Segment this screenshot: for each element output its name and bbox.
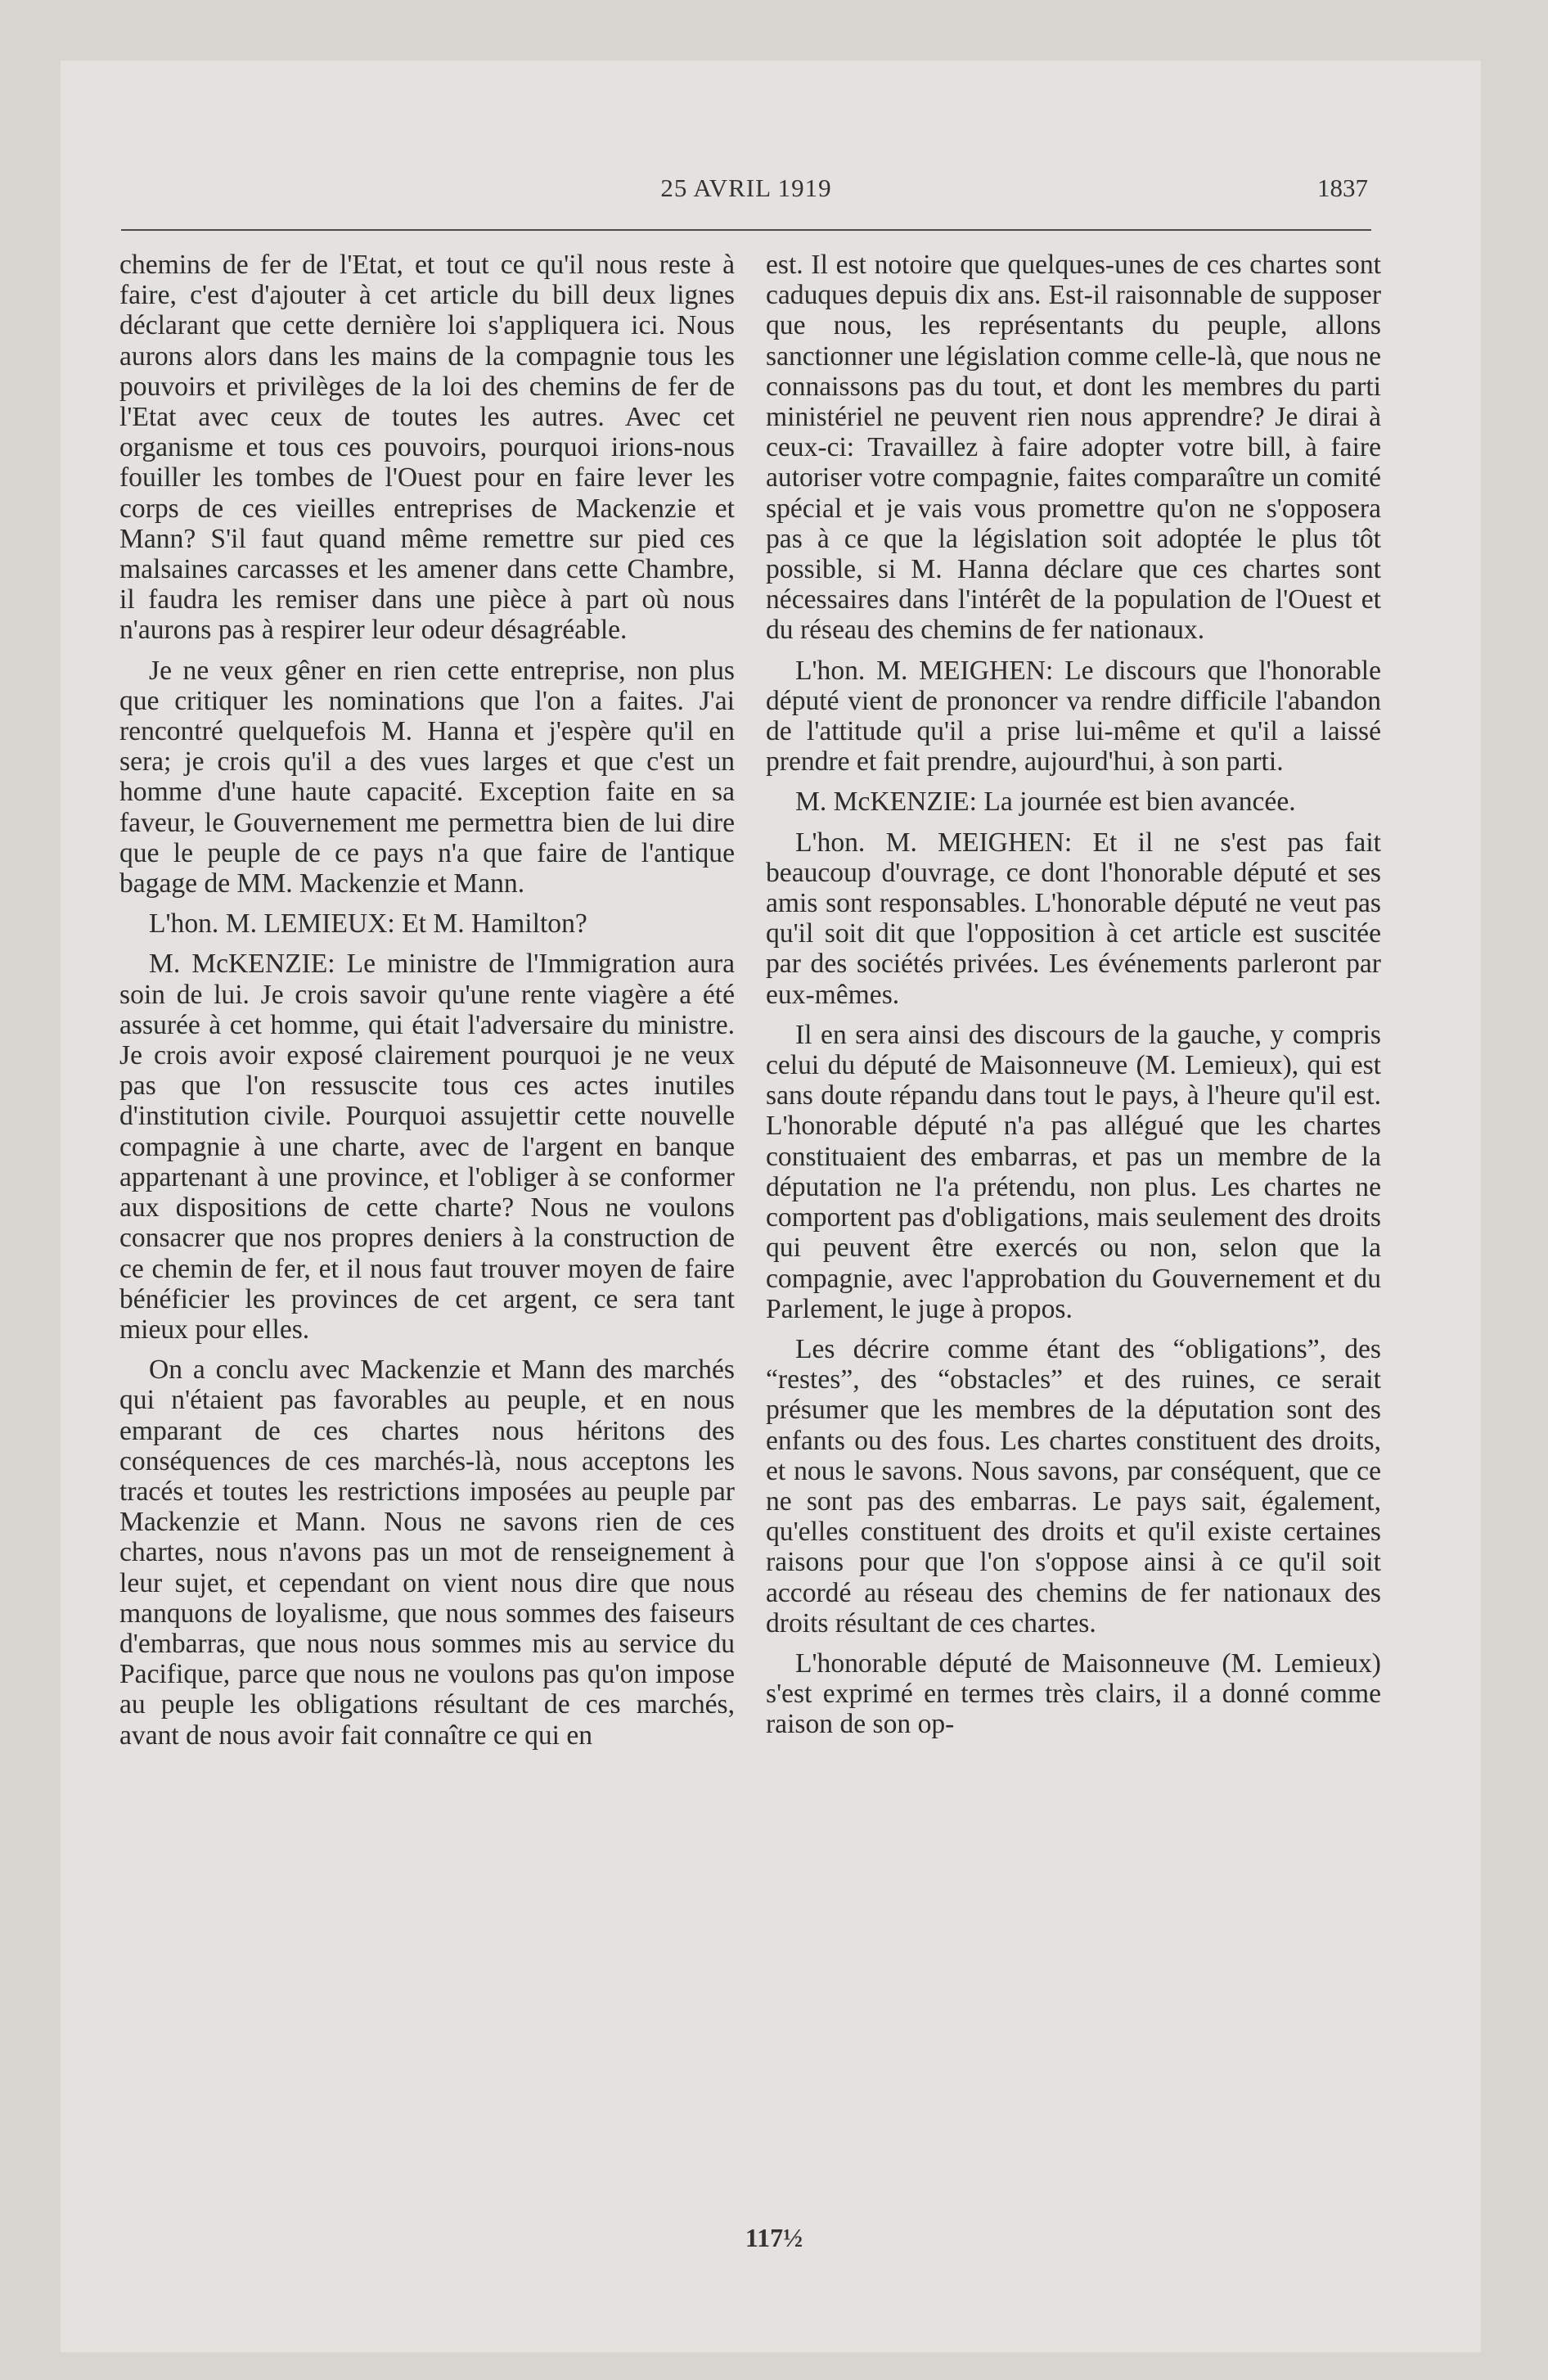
left-column (119, 250, 735, 1760)
signature-mark: 117½ (745, 2223, 803, 2252)
paragraph: Les décrire comme étant des “obligations”, des “restes”, des “obstacles” et des ruines, ce serait présumer que les membres de la députation sont des enfants ou des fous. Les chartes constituent des droits, et nous le savons. Nous savons, par conséquent, que ce ne sont pas des embarras. Le pays sait, également, qu'elles constituent des droits et qu'il existe certaines raisons pour que l'on s'oppose ainsi à ce qu'il soit accordé au réseau des chemins de fer nationaux des droits résultant de ces chartes. (766, 1333, 1381, 1639)
paragraph: est. Il est notoire que quelques-unes de ces chartes sont caduques depuis dix ans. Est-il raisonnable de supposer que nous, les représentants du peuple, allons sanctionner une législation comme celle-là, que nous ne connaissons pas du tout, et dont les membres du parti ministériel ne peuvent rien nous apprendre? Je dirai à ceux-ci: Travaillez à faire adopter votre bill, à faire autoriser votre compagnie, faites comparaître un comité spécial et je vais vous promettre qu'on ne s'opposera pas à ce que la législation soit adoptée le plus tôt possible, si M. Hanna déclare que ces chartes sont nécessaires dans l'intérêt de la population de l'Ouest et du réseau des chemins de fer nationaux. (766, 250, 1381, 646)
right-column (766, 250, 1381, 1750)
header-date: 25 AVRIL 1919 (660, 174, 832, 202)
paragraph: On a conclu avec Mackenzie et Mann des marchés qui n'étaient pas favorables au peuple, et en nous emparant de ces chartes nous héritons des conséquences de ces marchés-là, nous acceptons les tracés et toutes les restrictions imposées au peuple par Mackenzie et Mann. Nous ne savons rien de ces chartes, nous n'avons pas un mot de renseignement à leur sujet, et cependant on vient nous dire que nous manquons de loyalisme, que nous sommes des faiseurs d'embarras, que nous nous sommes mis au service du Pacifique, parce que nous ne voulons pas qu'on impose au peuple les obligations résultant de ces marchés, avant de nous avoir fait connaître ce qui en (119, 1355, 735, 1751)
paragraph: L'hon. M. LEMIEUX: Et M. Hamilton? (149, 908, 587, 940)
paragraph: M. McKENZIE: Le ministre de l'Immigration aura soin de lui. Je crois savoir qu'une rente viagère a été assurée à cet homme, qui était l'adversaire du ministre. Je crois avoir exposé clairement pourquoi je ne veux pas que l'on ressuscite tous ces actes inutiles d'institution civile. Pourquoi assujettir cette nouvelle compagnie à une charte, avec de l'argent en banque appartenant à une province, et l'obliger à se conformer aux dispositions de cette charte? Nous ne voulons consacrer que nos propres deniers à la construction de ce chemin de fer, et il nous faut trouver moyen de faire bénéficier les provinces de cet argent, ce sera tant mieux pour elles. (119, 949, 735, 1345)
paragraph: L'hon. M. MEIGHEN: Le discours que l'honorable député vient de prononcer va rendre difficile l'abandon de l'attitude qu'il a prise lui-même et qu'il a laissé prendre et fait prendre, aujourd'hui, à son parti. (766, 655, 1381, 778)
paragraph: chemins de fer de l'Etat, et tout ce qu'il nous reste à faire, c'est d'ajouter à cet article du bill deux lignes déclarant que cette dernière loi s'appliquera ici. Nous aurons alors dans les mains de la compagnie tous les pouvoirs et privilèges de la loi des chemins de fer de l'Etat avec ceux de toutes les autres. Avec cet organisme et tous ces pouvoirs, pourquoi irions-nous fouiller les tombes de l'Ouest pour en faire lever les corps de ces vieilles entreprises de Mackenzie et Mann? S'il faut quand même remettre sur pied ces malsaines carcasses et les amener dans cette Chambre, il faudra les remiser dans une pièce à part où nous n'aurons pas à respirer leur odeur désagréable. (119, 250, 735, 646)
paragraph: M. McKENZIE: La journée est bien avancée. (795, 787, 1296, 818)
header-rule (121, 229, 1371, 231)
paragraph: L'honorable député de Maisonneuve (M. Lemieux) s'est exprimé en termes très clairs, il a donné comme raison de son op- (766, 1648, 1381, 1740)
paragraph: Il en sera ainsi des discours de la gauche, y compris celui du député de Maisonneuve (M. Lemieux), qui est sans doute répandu dans tout le pays, à l'heure qu'il est. L'honorable député n'a pas allégué que les chartes constituaient des embarras, et pas un membre de la députation ne l'a prétendu, non plus. Les chartes ne comportent pas d'obligations, mais seulement des droits qui peuvent être exercés ou non, selon que la compagnie, avec l'approbation du Gouvernement et du Parlement, le juge à propos. (766, 1019, 1381, 1324)
page-number: 1837 (1317, 174, 1368, 202)
page-header (124, 174, 1368, 223)
paragraph: L'hon. M. MEIGHEN: Et il ne s'est pas fait beaucoup d'ouvrage, ce dont l'honorable député et ses amis sont responsables. L'honorable député ne veut pas qu'il soit dit que l'opposition à cet article est suscitée par des sociétés privées. Les événements parleront par eux-mêmes. (766, 827, 1381, 1010)
paragraph: Je ne veux gêner en rien cette entreprise, non plus que critiquer les nominations que l'on a faites. J'ai rencontré quelquefois M. Hanna et j'espère qu'il en sera; je crois qu'il a des vues larges et que c'est un homme d'une haute capacité. Exception faite en sa faveur, le Gouvernement me permettra bien de lui dire que le peuple de ce pays n'a que faire de l'antique bagage de MM. Mackenzie et Mann. (119, 655, 735, 899)
